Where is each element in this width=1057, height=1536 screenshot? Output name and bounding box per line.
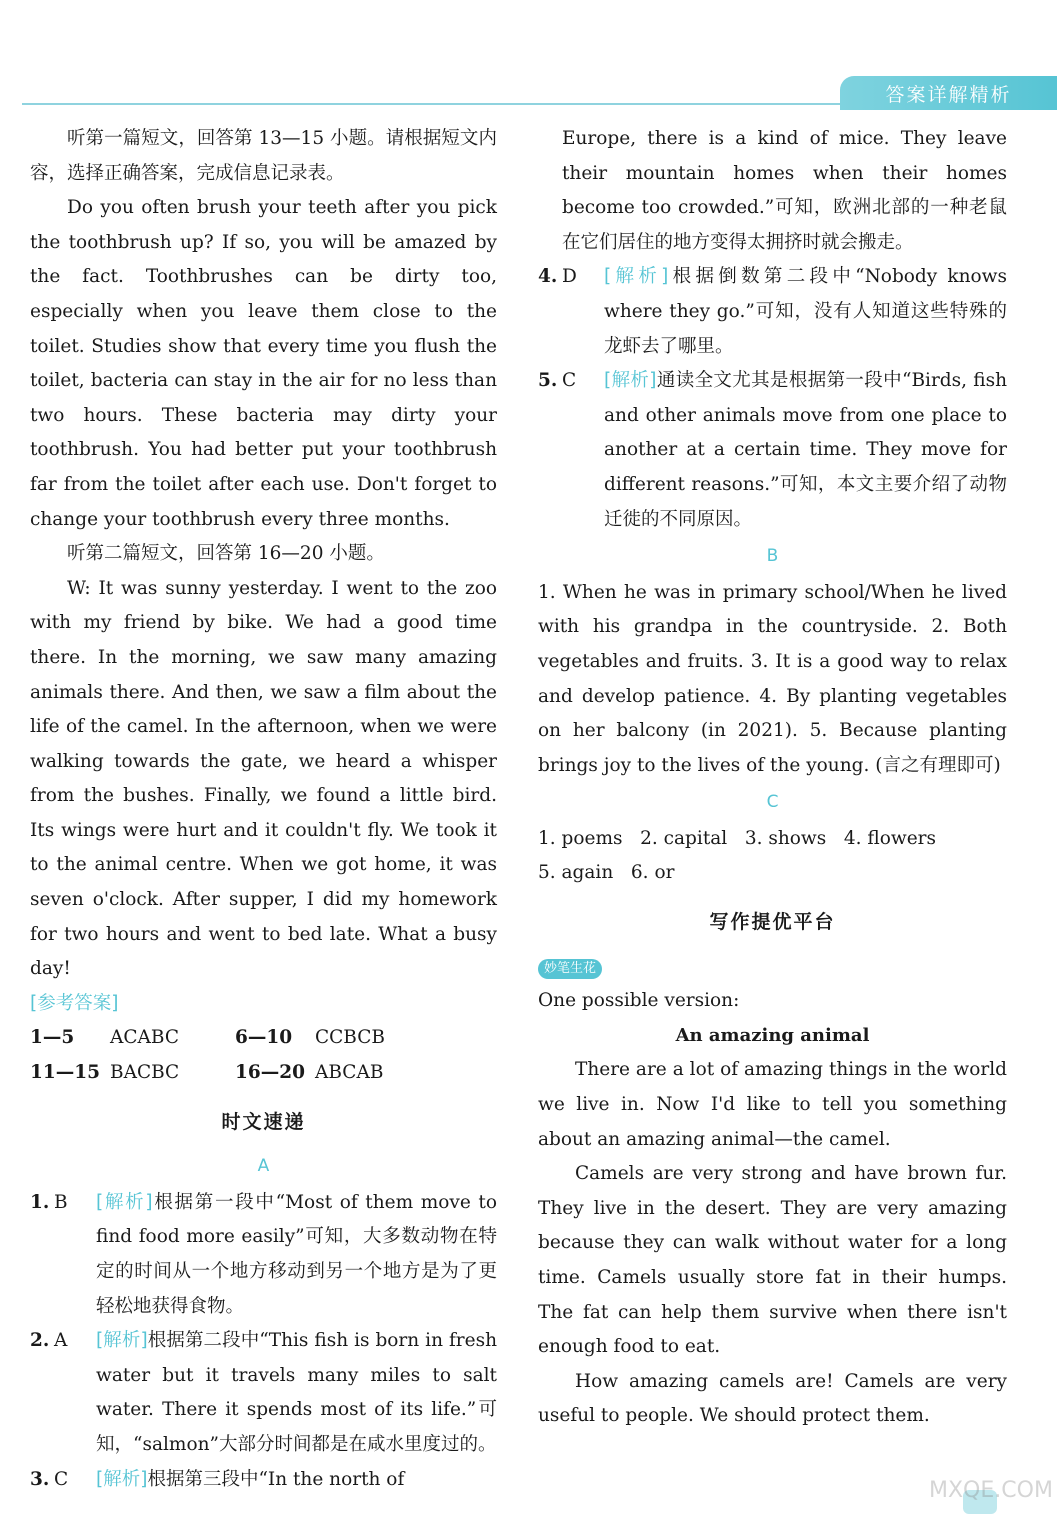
passage-1: Do you often brush your teeth after you pick the toothbrush up? If so, you will be amazed by the fact. Toothbrushes can be dirty too, especially when you leave them close to the toilet. Studies show that every time you flush the toilet, bacteria can stay in the air for no less than two hours. These bacteria may dirty your toothbrush. You had better put your toothbrush far from the toilet after each use. Don't forget to change your toothbrush every three months. — [30, 197, 497, 530]
item-number: 4. — [538, 266, 558, 288]
analysis-text: 通读全文尤其是根据第一段中“Birds, fish and other animals move from one place to another at a certain time. They move for different reasons.”可知，本文主要介绍了动物迁徙的不同原因。 — [604, 370, 1008, 530]
part-label-a: A — [257, 1156, 270, 1177]
essay-paragraph-1: There are a lot of amazing things in the world we live in. Now I'd like to tell you something about an amazing animal—the camel. — [538, 1059, 1007, 1150]
answer-value: ABCAB — [315, 1062, 384, 1084]
item-option: C — [54, 1468, 69, 1490]
analysis-tag: [解析] — [96, 1191, 153, 1213]
item-number: 3. — [30, 1468, 50, 1490]
answer-item — [30, 1186, 497, 1324]
item-3-continued: Europe, there is a kind of mice. They leave their mountain homes when their homes become too crowded.”可知，欧洲北部的一种老鼠在它们居住的地方变得太拥挤时就会搬走。 — [562, 128, 1007, 253]
passage-2: W: It was sunny yesterday. I went to the zoo with my friend by bike. We had a good time there. In the morning, we saw many amazing animals there. And then, we saw a film about the life of the camel. In the afternoon, when we were walking towards the gate, we heard a whisper from the bushes. Finally, we found a little bird. Its wings were hurt and it couldn't fly. We took it to the animal centre. When we got home, it was seven o'clock. After supper, I did my homework for two hours and went to bed late. What a busy day! — [30, 577, 497, 980]
header-tab — [840, 76, 1057, 110]
analysis-text: 根据倒数第二段中“Nobody knows where they go.”可知，没有人知道这些特殊的龙虾去了哪里。 — [604, 266, 1008, 357]
right-column — [538, 122, 1007, 1434]
part-label-b: B — [766, 546, 779, 567]
part-c-answers-line-2: 5. again 6. or — [538, 862, 675, 884]
header-rule — [22, 103, 842, 105]
left-column — [30, 122, 497, 1497]
item-number: 1. — [30, 1191, 50, 1213]
answer-value: CCBCB — [315, 1027, 385, 1049]
reference-answer-label: [参考答案] — [30, 992, 119, 1014]
item-option: B — [54, 1191, 68, 1213]
section-title-writing: 写作提优平台 — [709, 911, 836, 934]
analysis-tag: [解析] — [96, 1468, 148, 1490]
part-label-c: C — [766, 792, 779, 813]
answer-row — [30, 1056, 497, 1091]
analysis-text: 根据第二段中“This fish is born in fresh water but it travels many miles to salt water. There it spends most of its life.”可知，“salmon”大部分时间都是在咸水里度过的。 — [96, 1330, 497, 1455]
watermark: MXQE.COM — [929, 1478, 1053, 1503]
answer-range: 1—5 — [30, 1027, 75, 1049]
part-b-answers: 1. When he was in primary school/When he lived with his grandpa in the countryside. 2. Both vegetables and fruits. 3. It is a good way to relax and develop patience. 4. By planting vegetables on her balcony (in 2021). 5. Because planting brings joy to the lives of the young. (言之有理即可) — [538, 581, 1007, 776]
instruction-2: 听第二篇短文，回答第 16—20 小题。 — [67, 543, 385, 565]
answer-row — [30, 1021, 497, 1056]
answer-item — [538, 364, 1007, 537]
header-tab-label: 答案详解精析 — [885, 83, 1012, 106]
answer-item — [30, 1463, 497, 1498]
answer-item — [538, 260, 1007, 364]
analysis-tag: [解析] — [96, 1330, 148, 1352]
instruction-1: 听第一篇短文，回答第 13—15 小题。请根据短文内容，选择正确答案，完成信息记录表。 — [30, 128, 497, 184]
analysis-text: 根据第三段中“In the north of — [147, 1468, 405, 1490]
answer-value: ACABC — [110, 1027, 179, 1049]
analysis-tag: [解析] — [604, 266, 669, 288]
answer-value: BACBC — [110, 1062, 180, 1084]
item-option: D — [562, 266, 577, 288]
essay-paragraph-2: Camels are very strong and have brown fur. They live in the desert. They are very amazing because they can walk without water for a long time. Camels usually store fat in their humps. The fat can help them survive when there isn't enough food to eat. — [538, 1163, 1007, 1358]
analysis-text: 根据第一段中“Most of them move to find food more easily”可知，大多数动物在特定的时间从一个地方移动到另一个地方是为了更轻松地获得食物。 — [96, 1191, 498, 1317]
answer-item — [30, 1324, 497, 1462]
section-title-reading: 时文速递 — [221, 1110, 306, 1133]
item-number: 5. — [538, 370, 558, 392]
part-c-answers-line-1: 1. poems 2. capital 3. shows 4. flowers — [538, 827, 937, 849]
analysis-tag: [解析] — [604, 370, 657, 392]
answer-range: 11—15 — [30, 1062, 100, 1084]
item-option: C — [562, 370, 577, 392]
essay-title: An amazing animal — [675, 1024, 870, 1046]
writing-badge: 妙笔生花 — [538, 959, 602, 979]
sample-version-label: One possible version: — [538, 990, 740, 1012]
essay-paragraph-3: How amazing camels are! Camels are very useful to people. We should protect them. — [538, 1370, 1007, 1427]
item-number: 2. — [30, 1330, 50, 1352]
answer-range: 16—20 — [235, 1062, 305, 1084]
item-option: A — [54, 1330, 68, 1352]
answer-range: 6—10 — [235, 1027, 293, 1049]
